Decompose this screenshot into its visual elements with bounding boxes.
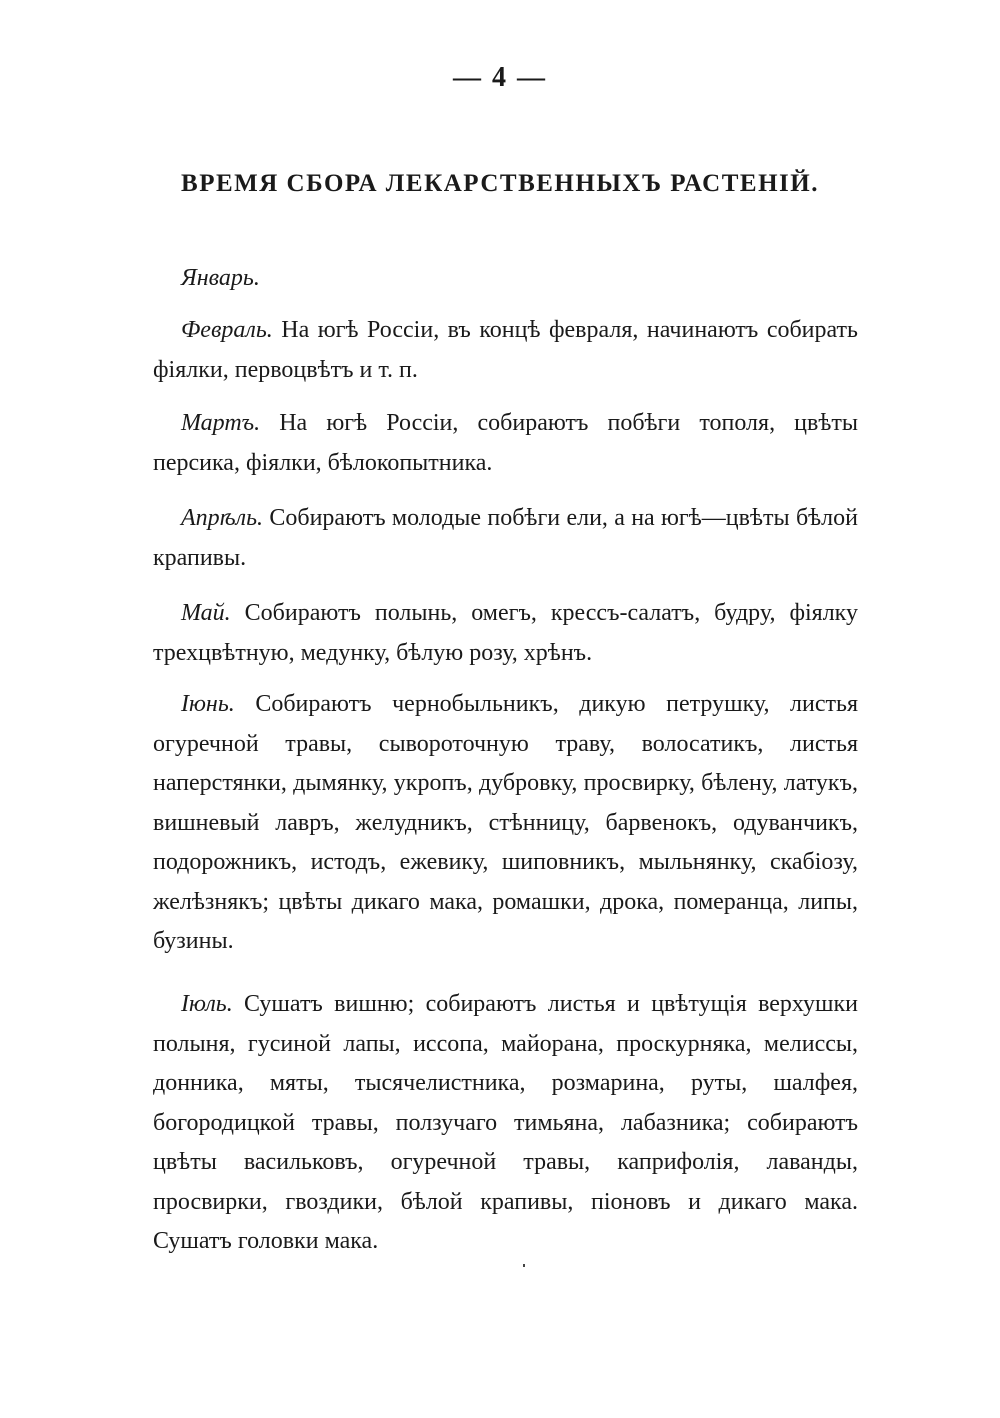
entry-text-july: Сушатъ вишню; собираютъ листья и цвѣтущія верхушки полыня, гусиной лапы, иссопа, майорана, проскурняка, мелиссы, донника, мяты, тысячелистника, розмарина, руты, шалфея, богородицкой травы, ползучаго тимьяна, лабазника; собираютъ цвѣты васильковъ, огуречной травы, каприфолія, лаванды, просвирки, гвоздики, бѣлой крапивы, піоновъ и дикаго мака. Сушатъ головки мака. xyxy=(153,991,858,1254)
month-march: Мартъ. xyxy=(181,410,261,436)
entry-june xyxy=(153,685,858,962)
entry-text-february: На югѣ Россіи, въ концѣ февраля, начинаютъ собирать фіялки, первоцвѣтъ и т. п. xyxy=(153,317,858,383)
print-speck xyxy=(523,1264,525,1267)
entry-text-may: Собираютъ полынь, омегъ, крессъ-салатъ, будру, фіялку трехцвѣтную, медунку, бѣлую розу, хрѣнъ. xyxy=(153,600,858,666)
entry-february xyxy=(153,310,858,390)
month-june: Іюнь. xyxy=(181,691,235,717)
entry-may xyxy=(153,593,858,673)
page-number: — 4 — xyxy=(453,62,547,93)
month-july: Іюль. xyxy=(181,991,233,1017)
month-may: Май. xyxy=(181,600,231,626)
page-heading: ВРЕМЯ СБОРА ЛЕКАРСТВЕННЫХЪ РАСТЕНІЙ. xyxy=(181,170,819,197)
month-april: Апрѣль. xyxy=(181,505,264,531)
entry-april xyxy=(153,498,858,578)
month-january: Январь. xyxy=(181,265,260,291)
entry-text-june: Собираютъ чернобыльникъ, дикую петрушку, листья огуречной травы, сывороточную траву, волосатикъ, листья наперстянки, дымянку, укропъ, дубровку, просвирку, бѣлену, латукъ, вишневый лавръ, желудникъ, стѣнницу, барвенокъ, одуванчикъ, подорожникъ, истодъ, ежевику, шиповникъ, мыльнянку, скабіозу, желѣзнякъ; цвѣты дикаго мака, ромашки, дрока, померанца, липы, бузины. xyxy=(153,691,858,954)
entry-march xyxy=(153,403,858,483)
entry-text-march: На югѣ Россіи, собираютъ побѣги тополя, цвѣты персика, фіялки, бѣлокопытника. xyxy=(153,410,858,476)
entry-january xyxy=(153,258,858,298)
entry-july xyxy=(153,985,858,1262)
month-february: Февраль. xyxy=(181,317,273,343)
entry-text-april: Собираютъ молодые побѣги ели, а на югѣ—цвѣты бѣлой крапивы. xyxy=(153,505,858,571)
